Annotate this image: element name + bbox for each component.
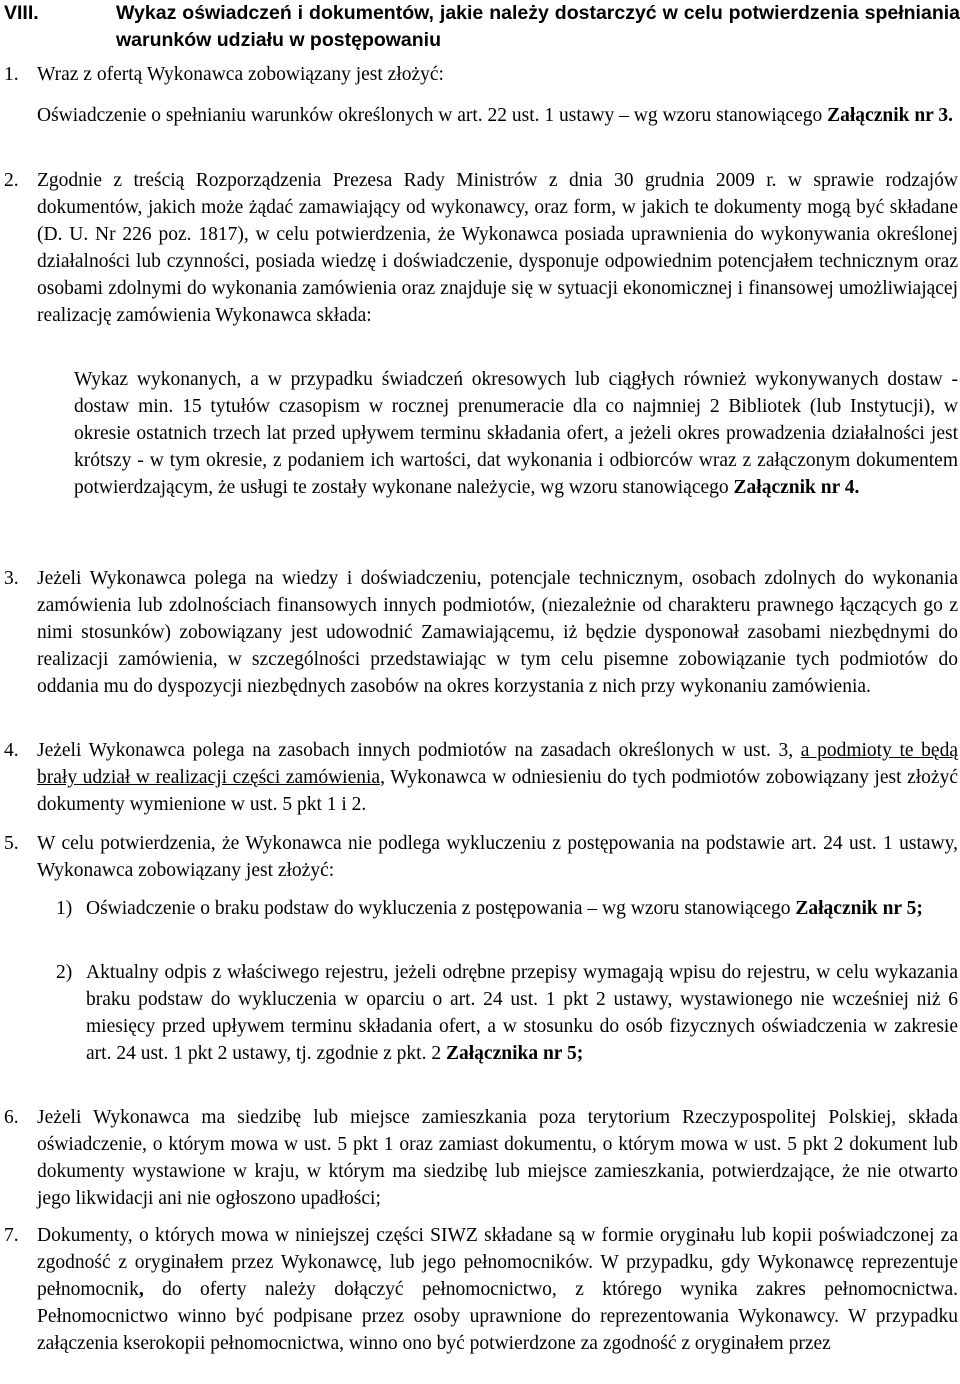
item-text: Wraz z ofertą Wykonawca zobowiązany jest złożyć:: [37, 64, 444, 85]
section-heading: [4, 0, 960, 54]
item-2-detail: [4, 366, 958, 501]
sub-item-number: 2): [56, 962, 73, 983]
item-number: 6.: [4, 1107, 19, 1128]
item-1-detail-paragraph: [4, 102, 958, 129]
item-7-bold-comma: ,: [138, 1279, 144, 1300]
item-text: Zgodnie z treścią Rozporządzenia Prezesa Rady Ministrów z dnia 30 grudnia 2009 r. w sprawie rodzajów dokumentów, jakich może żądać zamawiający od wykonawcy, oraz form, w jakich te dokumenty mogą być składane (D. U. Nr 226 poz. 1817), w celu potwierdzenia, że Wykonawca posiada uprawnienia do wykonywania określonej działalności lub czynności, posiada wiedzę i doświadczenie, dysponuje odpowiednim potencjałem technicznym oraz osobami zdolnymi do wykonania zamówienia oraz znajduje się w sytuacji ekonomicznej i finansowej umożliwiającej realizację zamówienia Wykonawca składa:: [37, 170, 958, 326]
item-number: 5.: [4, 833, 19, 854]
item-4-underlined-text: a podmioty te będą brały udział w realizacji części zamówienia: [37, 740, 958, 788]
item-number: 3.: [4, 568, 19, 589]
item-text: [4, 1222, 958, 1357]
sub-item-text: [56, 959, 958, 1067]
item-2-detail-text: Wykaz wykonanych, a w przypadku świadczeń okresowych lub ciągłych również wykonywanych dostaw - dostaw min. 15 tytułów czasopism w rocznej prenumeracie dla co najmniej 2 Bibliotek (lub Instytucji), w okresie ostatnich trzech lat przed upływem terminu składania ofert, a jeżeli okres prowadzenia działalności jest krótszy - w tym okresie, z podaniem ich wartości, dat wykonania i odbiorców wraz z załączonym dokumentem potwierdzającym, że usługi te zostały wykonane należycie, wg wzoru stanowiącego: [74, 369, 958, 498]
sub-item-2-attachment-ref: Załącznika nr 5;: [445, 1043, 584, 1064]
item-4-text-a: Jeżeli Wykonawca polega na zasobach innych podmiotów na zasadach określonych w ust. 3,: [37, 740, 801, 761]
item-text: [4, 737, 958, 818]
item-1-attachment-ref: Załącznik nr 3.: [827, 105, 953, 126]
item-1-detail-text: Oświadczenie o spełnianiu warunków określonych w art. 22 ust. 1 ustawy – wg wzoru stanowiącego: [37, 105, 828, 126]
list-item-1: [4, 61, 958, 88]
list-item-4: [4, 737, 958, 818]
sub-item-1-text: Oświadczenie o braku podstaw do wykluczenia z postępowania – wg wzoru stanowiącego: [86, 898, 796, 919]
item-text: W celu potwierdzenia, że Wykonawca nie podlega wykluczeniu z postępowania na podstawie art. 24 ust. 1 ustawy, Wykonawca zobowiązany jest złożyć:: [37, 833, 958, 881]
section-title: Wykaz oświadczeń i dokumentów, jakie należy dostarczyć w celu potwierdzenia spełniania warunków udziału w postępowaniu: [116, 2, 960, 51]
list-item-3: [4, 565, 958, 700]
item-4-text-b: , Wykonawca w odniesieniu do tych podmiotów zobowiązany jest złożyć dokumenty wymienione w ust. 5 pkt 1 i 2.: [37, 767, 958, 815]
list-item-5: [4, 830, 958, 884]
sub-item-2-text: Aktualny odpis z właściwego rejestru, jeżeli odrębne przepisy wymagają wpisu do rejestru, w celu wykazania braku podstaw do wykluczenia w oparciu o art. 24 ust. 1 pkt 2 ustawy, wystawionego nie wcześniej niż 6 miesięcy przed upływem terminu składania ofert, a w stosunku do osób fizycznych oświadczenia w zakresie art. 24 ust. 1 pkt 2 ustawy, tj. zgodnie z pkt. 2: [86, 962, 958, 1064]
item-text: Jeżeli Wykonawca ma siedzibę lub miejsce zamieszkania poza terytorium Rzeczypospolitej Polskiej, składa oświadczenie, o którym mowa w ust. 5 pkt 1 oraz zamiast dokumentu, o którym mowa w ust. 5 pkt 2 dokument lub dokumenty wystawione w kraju, w którym ma siedzibę lub miejsce zamieszkania, potwierdzające, że nie otwarto jego likwidacji ani nie ogłoszono upadłości;: [37, 1107, 958, 1209]
sub-item-1: [56, 895, 958, 922]
list-item-7: [4, 1222, 958, 1357]
list-item-2: [4, 167, 958, 329]
item-number: 2.: [4, 170, 19, 191]
item-7-text-b: do oferty należy dołączyć pełnomocnictwo, z którego wynika zakres pełnomocnictwa. Pełnomocnictwo winno być podpisane przez osoby uprawnione do reprezentowania Wykonawcy. W przypadku załączenia kserokopii pełnomocnictwa, winno ono być potwierdzone za zgodność z oryginałem przez: [37, 1279, 958, 1354]
item-2-detail-paragraph: [4, 366, 958, 501]
item-number: 1.: [4, 64, 19, 85]
item-number: 7.: [4, 1225, 19, 1246]
sub-item-2: [56, 959, 958, 1067]
section-number: VIII.: [4, 2, 39, 24]
item-1-detail: [4, 102, 958, 129]
sub-item-1-attachment-ref: Załącznik nr 5;: [795, 898, 923, 919]
item-text: Jeżeli Wykonawca polega na wiedzy i doświadczeniu, potencjale technicznym, osobach zdolnych do wykonania zamówienia lub zdolnościach finansowych innych podmiotów, (niezależnie od charakteru prawnego łączących go z nimi stosunków) zobowiązany jest udowodnić Zamawiającemu, iż będzie dysponował zasobami niezbędnymi do realizacji zamówienia, w szczególności przedstawiając w tym celu pisemne zobowiązanie tych podmiotów do oddania mu do dyspozycji niezbędnych zasobów na okres korzystania z nich przy wykonaniu zamówienia.: [37, 568, 958, 697]
sub-item-text: [56, 895, 958, 922]
item-number: 4.: [4, 740, 19, 761]
list-item-6: [4, 1104, 958, 1212]
item-2-attachment-ref: Załącznik nr 4.: [733, 477, 860, 498]
item-7-text-a: Dokumenty, o których mowa w niniejszej części SIWZ składane są w formie oryginału lub kopii poświadczonej za zgodność z oryginałem przez Wykonawcę, lub jego pełnomocników. W przypadku, gdy Wykonawcę reprezentuje pełnomocnik: [37, 1225, 958, 1300]
sub-item-number: 1): [56, 898, 73, 919]
